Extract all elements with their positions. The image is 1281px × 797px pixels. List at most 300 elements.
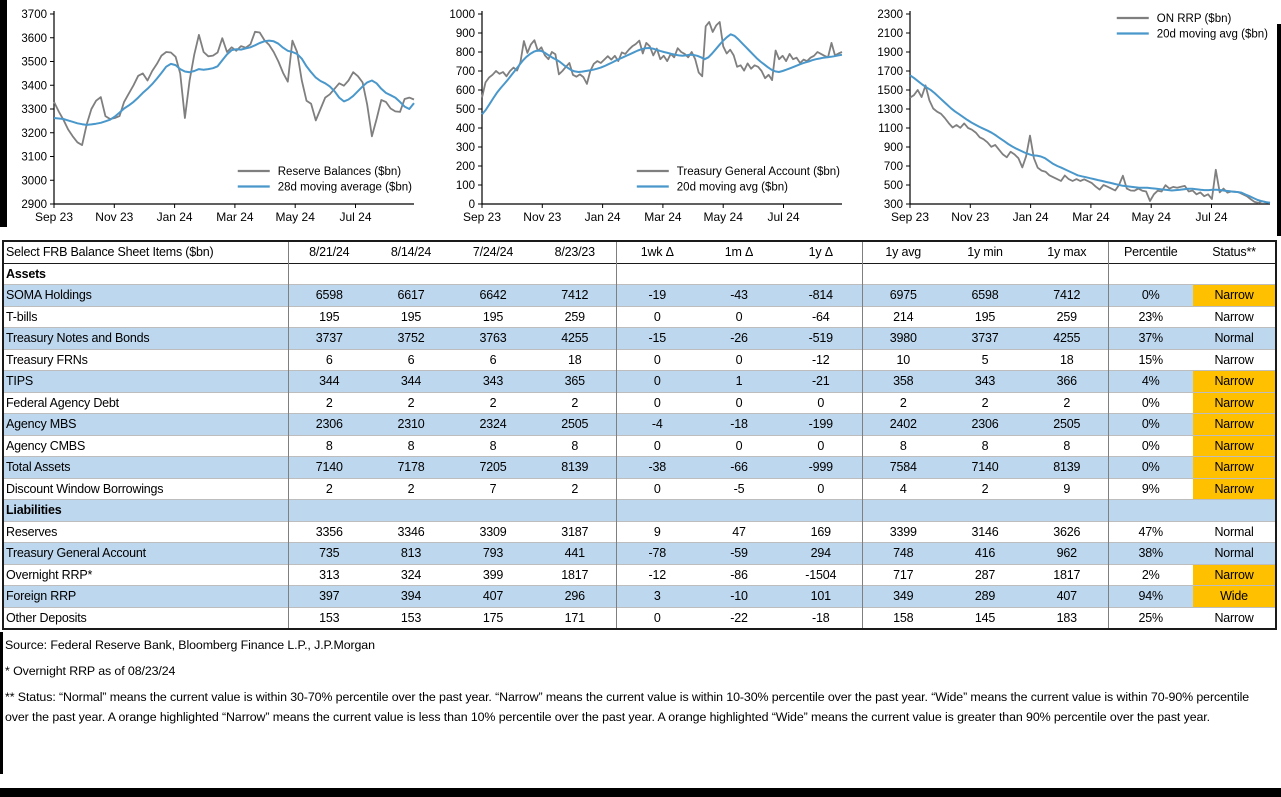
table-cell: 343 [452,371,534,393]
y-tick-label: 1300 [877,104,903,116]
y-tick-label: 3200 [21,127,47,140]
table-cell: 195 [974,309,996,324]
status-badge: Narrow [1193,564,1276,586]
table-cell: 9 [1063,481,1071,496]
column-header: 1y avg [862,241,944,263]
row-label: Assets [6,266,46,281]
y-tick-label: 100 [455,180,475,192]
table-cell: 8 [288,435,370,457]
footnotes [5,636,1275,733]
table-cell: 324 [400,567,422,582]
table-cell: 365 [534,371,616,393]
table-cell: -43 [698,285,780,307]
table-row [3,435,1276,457]
table-cell: -78 [616,543,698,565]
table-cell: 2402 [862,414,944,436]
table-cell: 3752 [370,328,452,350]
legend-label: 28d moving average ($bn) [277,181,412,194]
y-tick-label: 700 [455,66,475,78]
table-cell: 195 [400,309,422,324]
table-cell: 3187 [561,524,589,539]
table-cell: 3980 [862,328,944,350]
x-tick-label: Mar 24 [216,210,254,224]
table-cell: -64 [812,309,830,324]
table-cell: -38 [616,457,698,479]
table-cell: 3737 [944,328,1026,350]
table-cell: -86 [730,567,748,582]
table-cell [534,500,616,522]
table-cell: 2 [981,395,989,410]
table-cell: 416 [944,543,1026,565]
y-tick-label: 700 [883,161,903,173]
row-label: Federal Agency Debt [6,395,119,410]
column-header: 1y max [1047,245,1087,259]
table-cell: 441 [534,543,616,565]
window-edge-left [0,0,7,227]
table-cell [698,500,780,522]
table-cell [862,500,944,522]
table-cell [1108,500,1193,522]
table-cell: 8 [489,438,497,453]
table-cell: 2 [571,395,579,410]
legend-label: Treasury General Account ($bn) [676,166,840,178]
table-cell: 287 [974,567,996,582]
table-cell: -12 [812,352,830,367]
table-cell: 2 [288,392,370,414]
table-cell: -19 [616,285,698,307]
table-cell: 0% [1108,457,1193,479]
x-tick-label: Jan 24 [156,210,193,224]
y-tick-label: 900 [455,28,475,40]
table-cell: 313 [288,564,370,586]
table-cell: 175 [482,610,504,625]
table-cell: 183 [1056,610,1077,625]
column-header: 1m Δ [724,245,754,259]
table-cell: 158 [862,607,944,629]
table-cell: -15 [616,328,698,350]
x-tick-label: Sep 23 [890,210,930,224]
table-cell: 101 [780,586,862,608]
table-cell: 15% [1108,349,1193,371]
column-header: Status** [1212,245,1256,259]
table-cell: 8 [407,438,415,453]
x-tick-label: Jul 24 [339,210,372,224]
table-cell: 0 [735,352,743,367]
table-cell [452,500,534,522]
y-tick-label: 3600 [21,32,47,45]
y-tick-label: 800 [455,47,475,59]
table-cell: 3356 [288,521,370,543]
table-cell: 1817 [561,567,589,582]
table-cell: 4% [1108,371,1193,393]
table-cell: 195 [288,306,370,328]
y-tick-label: 1000 [449,9,475,21]
table-cell [534,263,616,285]
table-cell: -519 [780,328,862,350]
table-cell: 2 [288,478,370,500]
table-cell: 344 [370,371,452,393]
table-cell: 7140 [944,457,1026,479]
x-tick-label: Nov 23 [951,210,990,224]
table-cell: 399 [482,567,504,582]
table-cell: 153 [400,610,422,625]
table-cell: 2 [407,395,415,410]
table-cell: 3737 [288,328,370,350]
column-header: 1wk Δ [616,241,698,263]
table-cell: 0 [616,306,698,328]
table-cell: -18 [812,610,830,625]
legend-label: Reserve Balances ($bn) [277,166,402,178]
table-row [3,607,1276,629]
table-cell: 2 [1063,395,1071,410]
table-cell [616,263,698,285]
table-cell: 343 [944,371,1026,393]
table-cell: 7178 [370,457,452,479]
table-cell: 8139 [1026,457,1108,479]
row-label: Treasury FRNs [6,352,88,367]
y-tick-label: 3100 [21,151,47,164]
table-cell: 153 [288,607,370,629]
x-tick-label: Nov 23 [95,210,134,224]
table-row [3,414,1276,436]
table-cell: 6 [489,352,497,367]
moving-avg-line [54,41,414,125]
status-badge: Narrow [1193,478,1276,500]
table-cell: 0 [616,607,698,629]
table-row [3,328,1276,350]
table-row [3,457,1276,479]
table-cell: 2324 [452,414,534,436]
table-row [3,521,1276,543]
y-tick-label: 3000 [21,175,47,188]
table-cell: 3146 [971,524,999,539]
table-cell: 3626 [1053,524,1081,539]
y-tick-label: 3500 [21,56,47,69]
table-cell: 2310 [370,414,452,436]
table-cell: 7584 [862,457,944,479]
legend-label: 20d moving avg ($bn) [1156,28,1268,41]
table-cell: 171 [564,610,585,625]
table-cell: 394 [370,586,452,608]
table-cell: -10 [698,586,780,608]
table-cell: 3 [616,586,698,608]
x-tick-label: May 24 [275,210,315,224]
table-cell: 47% [1108,521,1193,543]
column-header: 8/14/24 [390,245,432,259]
table-cell: 0% [1108,435,1193,457]
status-badge [1193,263,1276,285]
y-tick-label: 0 [468,199,475,211]
y-tick-label: 3400 [21,80,47,93]
table-cell: -5 [733,481,745,496]
table-cell: 748 [862,543,944,565]
table-cell: -12 [616,564,698,586]
table-cell: 4 [862,478,944,500]
table-cell: 6598 [944,285,1026,307]
row-label: Liabilities [3,500,288,522]
treasury-general-account-chart [438,4,848,234]
y-tick-label: 2100 [877,28,903,40]
reserve-balances-chart [10,4,420,234]
status-badge [1193,500,1276,522]
y-tick-label: 1100 [878,123,903,135]
table-cell: 0 [616,349,698,371]
x-tick-label: Mar 24 [644,210,682,224]
table-cell: 195 [482,309,504,324]
status-badge: Narrow [1193,371,1276,393]
row-label: Discount Window Borrowings [6,481,164,496]
table-cell: 4255 [1026,328,1108,350]
row-label: Total Assets [3,457,288,479]
table-cell: 0 [616,392,698,414]
table-header-row [3,241,1276,263]
column-header: 8/23/23 [554,245,595,259]
table-cell: 214 [862,306,944,328]
table-cell: 735 [288,543,370,565]
charts-row [10,4,1276,234]
row-label: Treasury Notes and Bonds [3,328,288,350]
table-cell: -999 [780,457,862,479]
on-rrp-chart [866,4,1276,234]
table-cell: 8 [981,438,989,453]
table-cell: 4255 [534,328,616,350]
table-cell: 0 [616,435,698,457]
table-cell: 2 [407,481,415,496]
table-cell: 0% [1108,414,1193,436]
column-header: Percentile [1108,241,1193,263]
table-row [3,478,1276,500]
table-cell: 3346 [397,524,425,539]
y-tick-label: 600 [455,85,475,97]
status-badge: Narrow [1193,414,1276,436]
table-cell: 47 [732,524,746,539]
row-label: Treasury General Account [3,543,288,565]
x-tick-label: Nov 23 [523,210,562,224]
table-cell: 289 [944,586,1026,608]
table-cell: 145 [974,610,996,625]
y-tick-label: 2300 [877,9,903,21]
x-tick-label: May 24 [703,210,743,224]
table-cell: 2 [489,395,497,410]
table-cell: 7412 [534,285,616,307]
table-cell: 296 [534,586,616,608]
primary-series-line [482,22,842,98]
table-cell: 1817 [1053,567,1081,582]
table-cell: 1 [698,371,780,393]
table-cell: 259 [1056,309,1077,324]
table-cell: 0% [1108,392,1193,414]
y-tick-label: 3700 [21,9,47,21]
table-cell: 2 [981,481,989,496]
status-definition-note: ** Status: “Normal” means the current value is within 30-70% percentile over the past year. “Narrow” means the current value is within 10-30% percentile over the past year. “Wide” means the current value is within 70-90% percentile over the past year. A orange highlighted “Narrow” means the current value is less than 10% percentile over the past year. A orange highlighted “Wide” means the current value is greater than 90% percentile over the past year. [5,689,1250,724]
table-cell: 7205 [452,457,534,479]
status-badge: Normal [1193,328,1276,350]
status-badge: Narrow [1214,352,1254,367]
table-cell: 7412 [1026,285,1108,307]
table-cell: 0 [817,395,825,410]
table-cell: 6642 [452,285,534,307]
table-cell: 0% [1108,285,1193,307]
table-cell: 6975 [862,285,944,307]
status-badge: Wide [1193,586,1276,608]
table-cell: 2 [862,392,944,414]
table-cell: 3399 [862,521,944,543]
status-badge: Narrow [1193,285,1276,307]
row-label: Agency CMBS [6,438,86,453]
table-cell [1026,263,1108,285]
y-tick-label: 500 [883,180,903,192]
row-label: Reserves [6,524,58,539]
balance-sheet-table [2,240,1277,630]
table-cell: 8 [571,438,579,453]
table-row [3,285,1276,307]
x-tick-label: Sep 23 [34,210,74,224]
section-row [3,500,1276,522]
table-cell [288,263,370,285]
status-badge: Narrow [1193,392,1276,414]
table-cell [616,500,698,522]
y-tick-label: 900 [883,142,903,154]
column-header: 8/21/24 [288,241,370,263]
table-cell: 397 [288,586,370,608]
table-cell: 0 [817,481,825,496]
y-tick-label: 300 [883,199,903,211]
table-cell: 0 [817,438,825,453]
legend-label: ON RRP ($bn) [1156,13,1232,25]
table-cell: -814 [780,285,862,307]
table-cell: 0 [735,438,743,453]
table-cell: 2306 [288,414,370,436]
x-tick-label: Mar 24 [1072,210,1110,224]
table-cell: 294 [780,543,862,565]
table-cell: 0 [735,395,743,410]
table-cell: 37% [1108,328,1193,350]
table-cell: 0 [735,309,743,324]
table-cell: 6598 [288,285,370,307]
table-cell: 8 [1063,438,1071,453]
table-cell: 25% [1108,607,1193,629]
table-cell: -26 [698,328,780,350]
source-note: Source: Federal Reserve Bank, Bloomberg Finance L.P., J.P.Morgan [5,638,375,652]
status-badge: Normal [1193,543,1276,565]
column-header: 7/24/24 [472,245,514,259]
section-row [3,263,1276,285]
x-tick-label: Jan 24 [584,210,621,224]
y-tick-label: 1500 [877,85,903,97]
table-cell: 3309 [479,524,507,539]
table-cell: 6 [288,349,370,371]
row-label: T-bills [6,309,38,324]
y-tick-label: 400 [455,123,475,135]
table-title: Select FRB Balance Sheet Items ($bn) [6,245,214,259]
row-label: Agency MBS [3,414,288,436]
row-label: SOMA Holdings [3,285,288,307]
status-badge: Narrow [1214,309,1254,324]
overnight-rrp-note: * Overnight RRP as of 08/23/24 [5,663,176,678]
table-cell: 6617 [370,285,452,307]
y-tick-label: 3300 [21,104,47,116]
table-cell: -199 [780,414,862,436]
table-cell [1026,500,1108,522]
table-cell: 813 [370,543,452,565]
table-cell: 3763 [452,328,534,350]
table-cell: 962 [1026,543,1108,565]
status-badge: Narrow [1193,457,1276,479]
legend-label: 20d moving avg ($bn) [676,181,789,194]
column-header: 1y Δ [808,245,833,259]
status-badge: Normal [1214,524,1254,539]
table-cell: -4 [616,414,698,436]
moving-avg-line [910,75,1270,203]
table-cell: 0 [616,478,698,500]
table-cell [944,263,1026,285]
table-row [3,543,1276,565]
table-cell: 10 [862,349,944,371]
y-tick-label: 300 [455,142,475,154]
table-cell: 38% [1108,543,1193,565]
table-cell: 94% [1108,586,1193,608]
y-tick-label: 1900 [877,47,903,59]
table-cell [944,500,1026,522]
table-cell: -21 [780,371,862,393]
table-cell: 793 [452,543,534,565]
table-cell [862,263,944,285]
y-tick-label: 500 [455,104,475,116]
table-cell: 18 [1059,352,1074,367]
table-cell: 2% [1108,564,1193,586]
table-cell: 7140 [288,457,370,479]
table-cell [288,500,370,522]
table-cell: 5 [981,352,989,367]
row-label: TIPS [3,371,288,393]
table-cell: 169 [810,524,831,539]
y-tick-label: 200 [455,161,475,173]
table-cell: 2505 [534,414,616,436]
table-cell: 349 [862,586,944,608]
column-header: 1y min [967,245,1003,259]
table-cell: -1504 [805,567,837,582]
x-tick-label: May 24 [1131,210,1171,224]
x-tick-label: Jul 24 [1195,210,1228,224]
table-cell: 7 [489,481,497,496]
table-cell: 259 [564,309,585,324]
table-row [3,392,1276,414]
window-edge-left-thin [0,632,3,774]
y-tick-label: 1700 [877,66,903,78]
table-cell: 344 [288,371,370,393]
table-cell [370,263,452,285]
table-cell [1108,263,1193,285]
table-cell: 2505 [1026,414,1108,436]
row-label: Overnight RRP* [6,567,93,582]
table-cell: 8 [862,435,944,457]
table-cell: 717 [862,564,944,586]
table-row [3,349,1276,371]
table-cell: 18 [567,352,582,367]
table-cell: 366 [1026,371,1108,393]
table-cell: 23% [1108,306,1193,328]
x-tick-label: Sep 23 [462,210,502,224]
primary-series-line [910,85,1270,202]
x-tick-label: Jan 24 [1012,210,1049,224]
table-cell: 2 [571,481,579,496]
table-cell [698,263,780,285]
row-label: Other Deposits [6,610,87,625]
table-cell: 8139 [534,457,616,479]
table-cell: -18 [698,414,780,436]
status-badge: Narrow [1214,610,1254,625]
table-cell: 9% [1108,478,1193,500]
